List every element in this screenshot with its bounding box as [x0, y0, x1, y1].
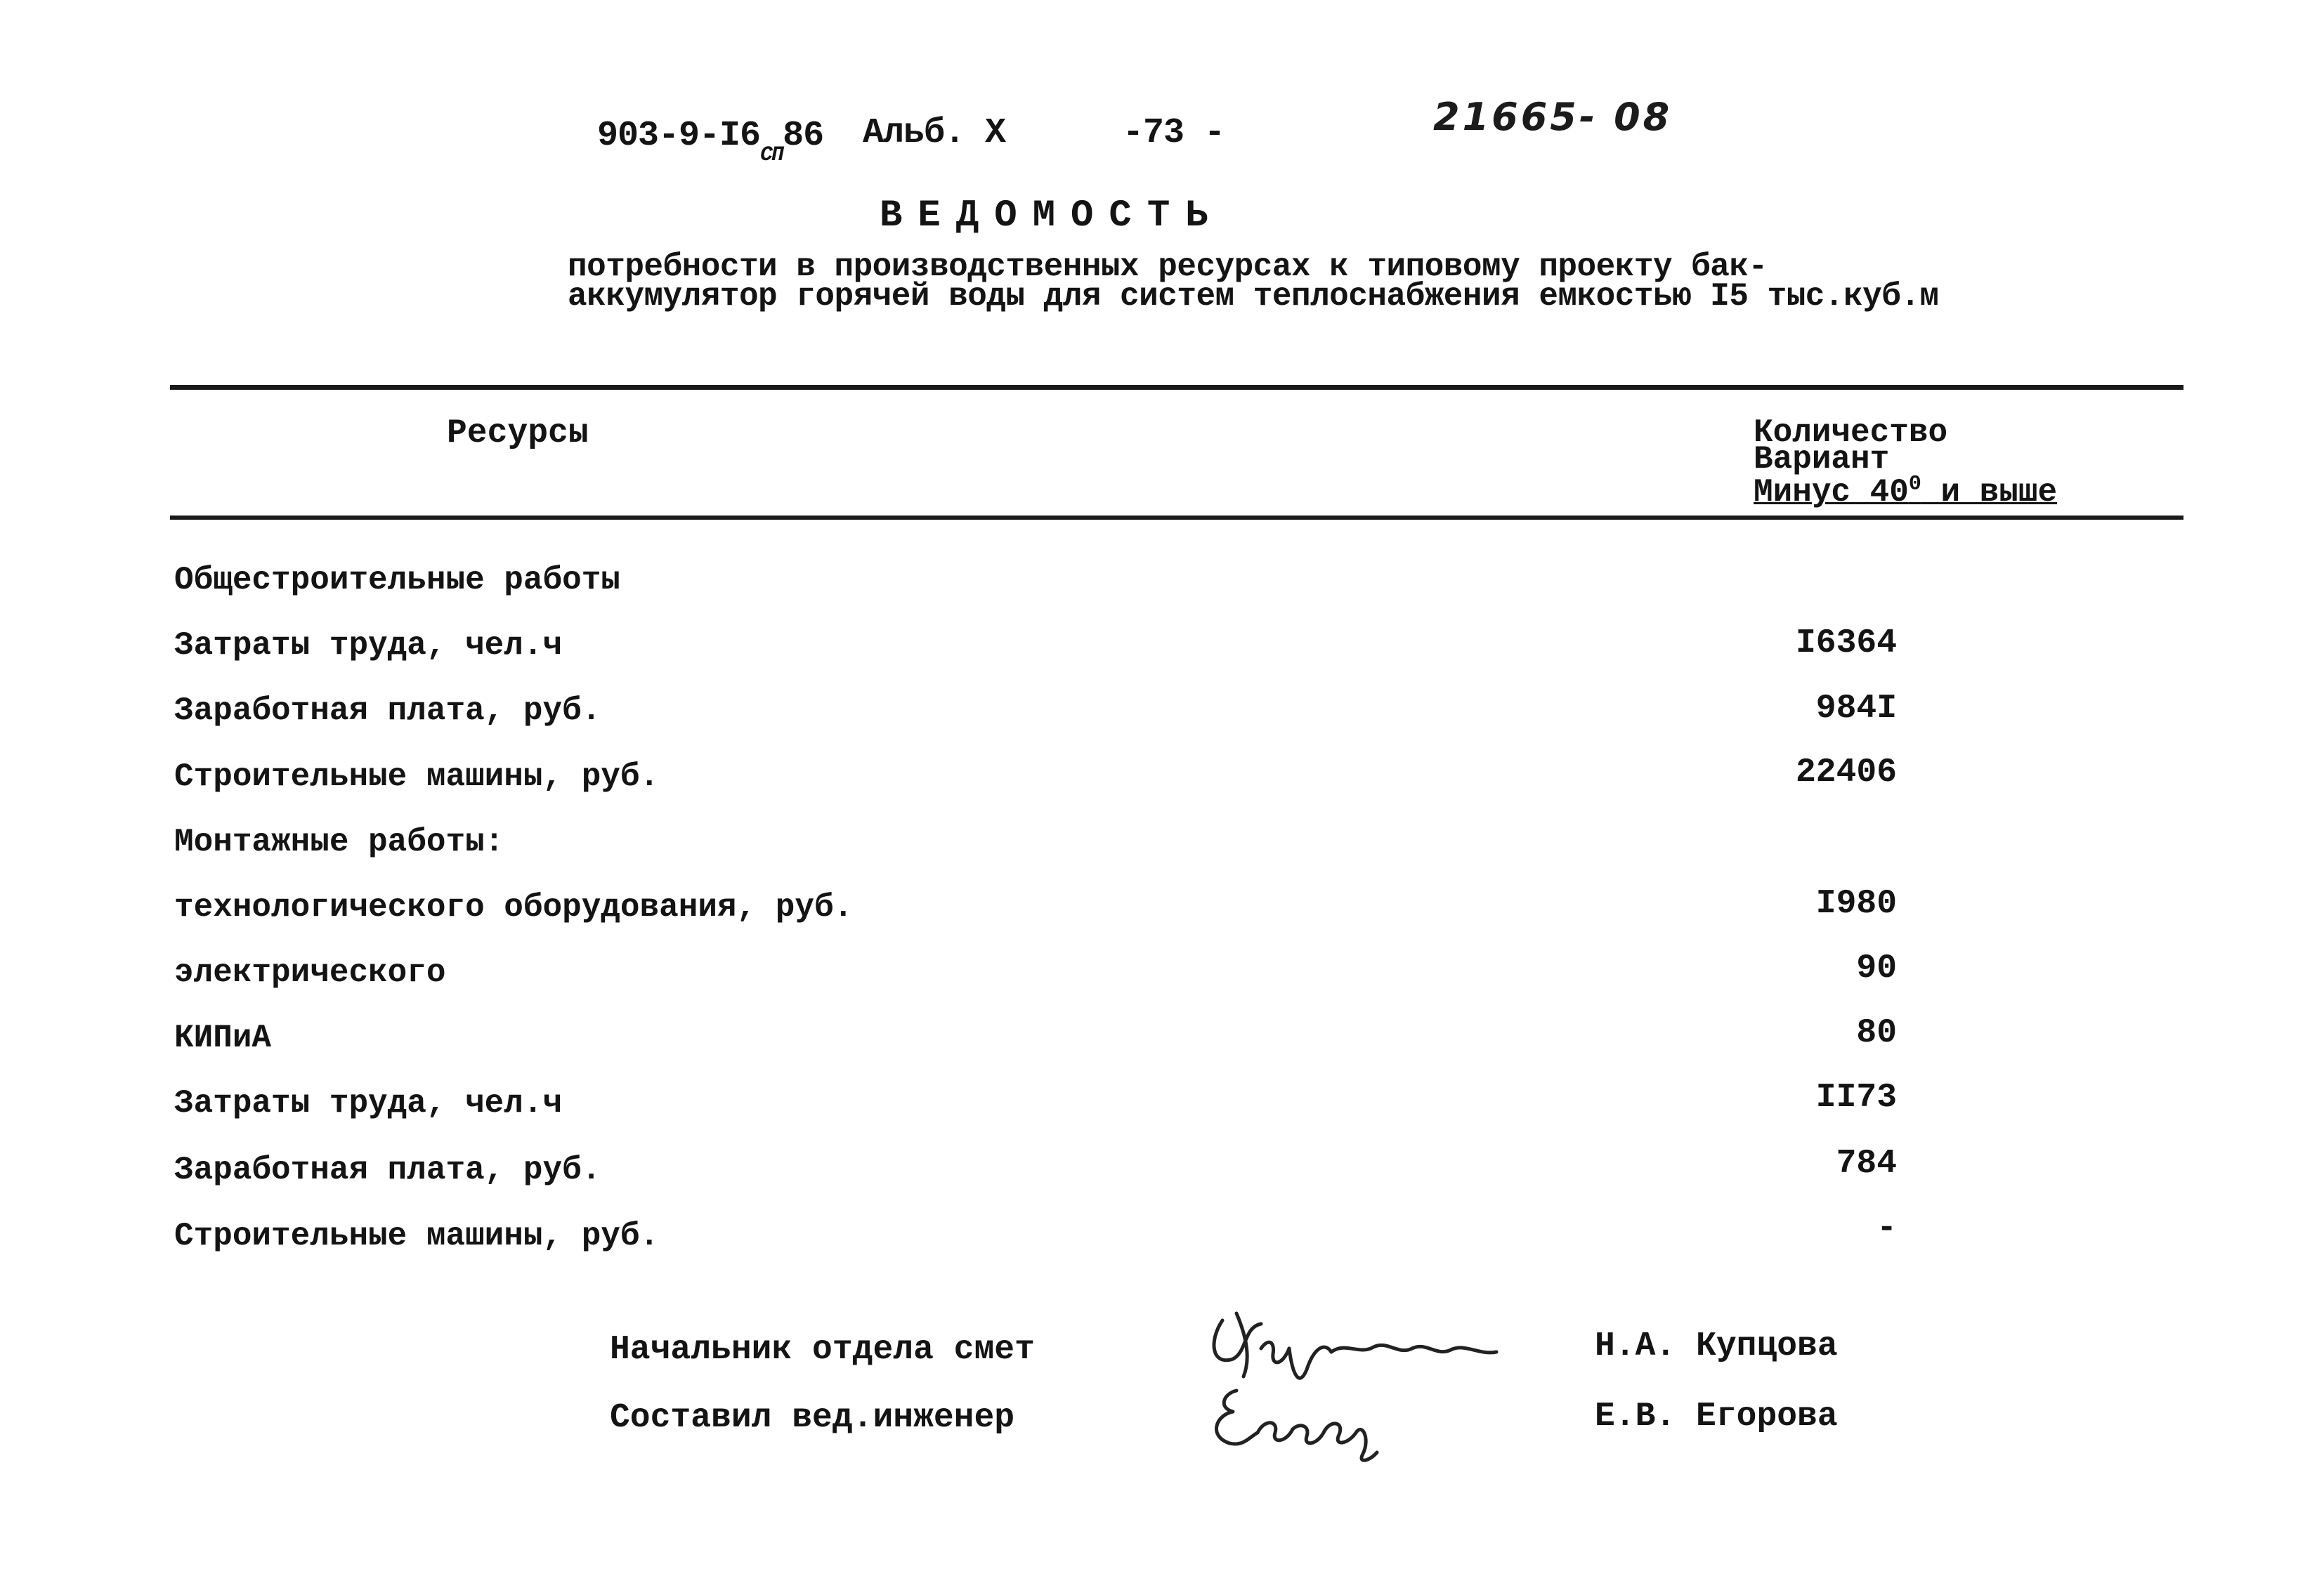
quantity-header-degree: 0: [1908, 473, 1921, 497]
doc-code-main: 903-9-I6: [597, 116, 761, 156]
table-row-label: Затраты труда, чел.ч: [174, 627, 563, 664]
table-row-value: I6364: [1795, 624, 1897, 662]
table-row-label: Строительные машины, руб.: [174, 759, 660, 795]
signatory-name-engineer: Е.В. Егорова: [1595, 1398, 1838, 1436]
table-row-label: Общестроительные работы: [174, 562, 620, 598]
table-row-value: 22406: [1795, 754, 1897, 792]
table-row-value: II73: [1815, 1079, 1897, 1117]
signatory-role-head: Начальник отдела смет: [610, 1331, 1035, 1369]
subtitle-line-2: аккумулятор горячей воды для систем теплоснабжения емкостью I5 тыс.куб.м: [568, 278, 1939, 315]
table-row-label: КИПиА: [174, 1020, 272, 1056]
table-row-value: 784: [1836, 1145, 1897, 1183]
table-row-label: Монтажные работы:: [174, 824, 504, 860]
table-row-value: I980: [1815, 885, 1897, 923]
subtitle-line-1: потребности в производственных ресурсах к типовому проекту бак-: [568, 249, 1768, 285]
table-row-label: Заработная плата, руб.: [174, 692, 601, 729]
inventory-number: 21665- 08: [1433, 95, 1673, 139]
table-row-value: 80: [1856, 1014, 1897, 1052]
table-header-rule: [170, 516, 2183, 520]
table-row-value: 984I: [1815, 690, 1897, 728]
signatory-name-head: Н.А. Купцова: [1595, 1327, 1838, 1365]
signature-engineer: [1194, 1377, 1419, 1475]
quantity-header-line-1: Количество: [1754, 414, 1948, 451]
table-row-label: Затраты труда, чел.ч: [174, 1085, 563, 1122]
doc-code: [597, 116, 824, 167]
column-header-resources: Ресурсы: [447, 414, 589, 452]
quantity-header-minus: Минус 40: [1754, 474, 1909, 511]
page-number: -73 -: [1123, 113, 1225, 153]
table-top-rule: [170, 385, 2183, 390]
doc-code-year: 86: [783, 116, 824, 156]
table-row-value: -: [1876, 1209, 1897, 1247]
column-header-quantity: [1754, 414, 2058, 511]
quantity-header-line-3: [1754, 471, 2058, 511]
document-title: ВЕДОМОСТЬ: [880, 195, 1224, 237]
doc-code-sub: СП: [760, 143, 783, 167]
quantity-header-line-2: Вариант: [1754, 441, 1890, 478]
table-row-label: Заработная плата, руб.: [174, 1152, 601, 1188]
table-row-label: электрического: [174, 954, 446, 991]
signatory-role-engineer: Составил вед.инженер: [610, 1399, 1015, 1437]
album-label: Альб. X: [863, 113, 1006, 153]
table-row-label: технологического оборудования, руб.: [174, 889, 854, 926]
table-row-value: 90: [1856, 950, 1897, 987]
quantity-header-tail: и выше: [1921, 474, 2058, 511]
table-row-label: Строительные машины, руб.: [174, 1218, 660, 1254]
